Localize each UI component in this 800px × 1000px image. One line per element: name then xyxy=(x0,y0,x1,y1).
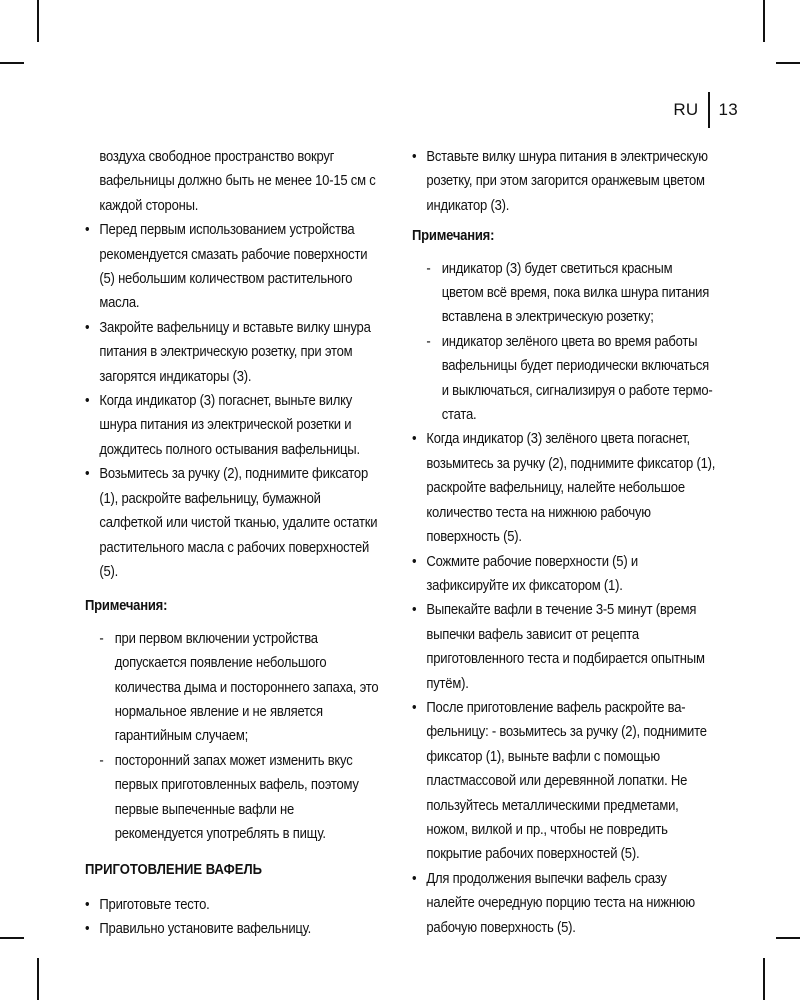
crop-mark-top-left-h xyxy=(0,62,24,64)
list-item xyxy=(85,462,384,584)
notes-title: Примечания: xyxy=(85,598,168,615)
note-text: индикатор (3) будет светиться красным цветом всё время, пока вилка шнура питания вставлена в электрическую розетку; xyxy=(441,260,710,326)
note-item xyxy=(85,627,384,749)
crop-mark-top-right-h xyxy=(776,62,800,64)
bullet-icon: • xyxy=(412,149,417,165)
crop-mark-bottom-right-h xyxy=(776,937,800,939)
list-item-text: Для продолжения выпечки вафель сразу налейте очередную порцию теста на нижнюю рабочую поверхность (5). xyxy=(426,870,695,936)
notes-title: Примечания: xyxy=(412,228,495,245)
bullet-icon: • xyxy=(85,222,90,239)
intro-paragraph: воздуха свободное пространство вокруг вафельницы должно быть не менее 10-15 см с каждой стороны. xyxy=(99,149,376,214)
dash-icon: - xyxy=(99,752,104,769)
page-number: 13 xyxy=(718,100,738,119)
right-column xyxy=(412,145,716,940)
note-item xyxy=(412,257,716,330)
left-column xyxy=(85,145,384,942)
list-item xyxy=(85,893,384,917)
crop-mark-top-left xyxy=(37,0,39,42)
bullet-icon: • xyxy=(412,699,417,716)
list-item xyxy=(412,427,716,549)
bullet-icon: • xyxy=(412,870,417,887)
list-item xyxy=(85,389,384,462)
bullet-icon: • xyxy=(412,431,417,448)
list-item-text: Правильно установите вафельницу. xyxy=(99,921,312,938)
note-text: посторонний запах может изменить вкус первых приготовленных вафель, поэтому первые выпеченные вафли не рекомендуется употреблять в пищу. xyxy=(114,752,359,842)
list-item-text: После приготовление вафель раскройте вафельницу: - возьмитесь за ручку (2), поднимите фиксатор (1), выньте вафли с помощью пластмассовой или деревянной лопатки. Не пользуйтесь металлическими предметами, ножом, вилкой и пр., чтобы не повредить покрытие рабочих поверхностей (5). xyxy=(426,699,707,863)
note-text: при первом включении устройства допускается появление небольшого количества дыма и постороннего запаха, это нормальное явление и не является гарантийным случаем; xyxy=(114,630,379,745)
list-item xyxy=(85,218,384,316)
dash-icon: - xyxy=(99,630,104,647)
list-item xyxy=(412,145,716,218)
list-item xyxy=(85,316,384,389)
list-item-text: Приготовьте тесто. xyxy=(99,896,210,913)
list-item-text: Когда индикатор (3) зелёного цвета погаснет, возьмитесь за ручку (2), поднимите фиксатор (1), раскройте вафельницу, налейте небольшое количество теста на нижнюю рабочую поверхность (5). xyxy=(426,431,716,546)
crop-mark-bottom-left-h xyxy=(0,937,24,939)
list-item-text: Закройте вафельницу и вставьте вилку шнура питания в электрическую розетку, при этом загорятся индикаторы (3). xyxy=(99,319,371,385)
bullet-icon: • xyxy=(412,602,417,619)
bullet-icon: • xyxy=(85,393,90,410)
note-text: индикатор зелёного цвета во время работы вафельницы будет периодически включаться и выключаться, сигнализируя о работе термостата. xyxy=(441,333,713,424)
list-item xyxy=(412,696,716,867)
page-header xyxy=(673,92,738,128)
list-item xyxy=(412,550,716,599)
list-item-text: Когда индикатор (3) погаснет, выньте вилку шнура питания из электрической розетки и дождитесь полного остывания вафельницы. xyxy=(99,393,360,458)
list-item-text: Выпекайте вафли в течение 3-5 минут (время выпечки вафель зависит от рецепта приготовленного теста и подбирается опытным путём). xyxy=(426,602,705,692)
crop-mark-bottom-left xyxy=(37,958,39,1000)
note-item xyxy=(85,749,384,847)
list-item-text: Сожмите рабочие поверхности (5) и зафиксируйте их фиксатором (1). xyxy=(426,553,638,594)
crop-mark-bottom-right xyxy=(763,958,765,1000)
list-item xyxy=(85,917,384,941)
dash-icon: - xyxy=(426,260,431,277)
list-item xyxy=(412,598,716,696)
list-item-text: Возьмитесь за ручку (2), поднимите фиксатор (1), раскройте вафельницу, бумажной салфеткой или чистой тканью, удалите остатки растительного масла с рабочих поверхностей (5). xyxy=(99,466,378,580)
header-divider xyxy=(708,92,710,128)
bullet-icon: • xyxy=(85,466,90,483)
bullet-icon: • xyxy=(85,319,90,336)
list-item-text: Перед первым использованием устройства рекомендуется смазать рабочие поверхности (5) небольшим количеством растительного масла. xyxy=(99,222,368,312)
dash-icon: - xyxy=(426,333,431,350)
note-item xyxy=(412,330,716,428)
crop-mark-top-right xyxy=(763,0,765,42)
list-item-text: Вставьте вилку шнура питания в электрическую розетку, при этом загорится оранжевым цветом индикатор (3). xyxy=(426,149,708,214)
bullet-icon: • xyxy=(412,553,417,570)
bullet-icon: • xyxy=(85,921,90,938)
section-title: ПРИГОТОВЛЕНИЕ ВАФЕЛЬ xyxy=(85,862,262,879)
bullet-icon: • xyxy=(85,896,90,913)
language-code: RU xyxy=(673,100,699,119)
list-item xyxy=(412,867,716,940)
